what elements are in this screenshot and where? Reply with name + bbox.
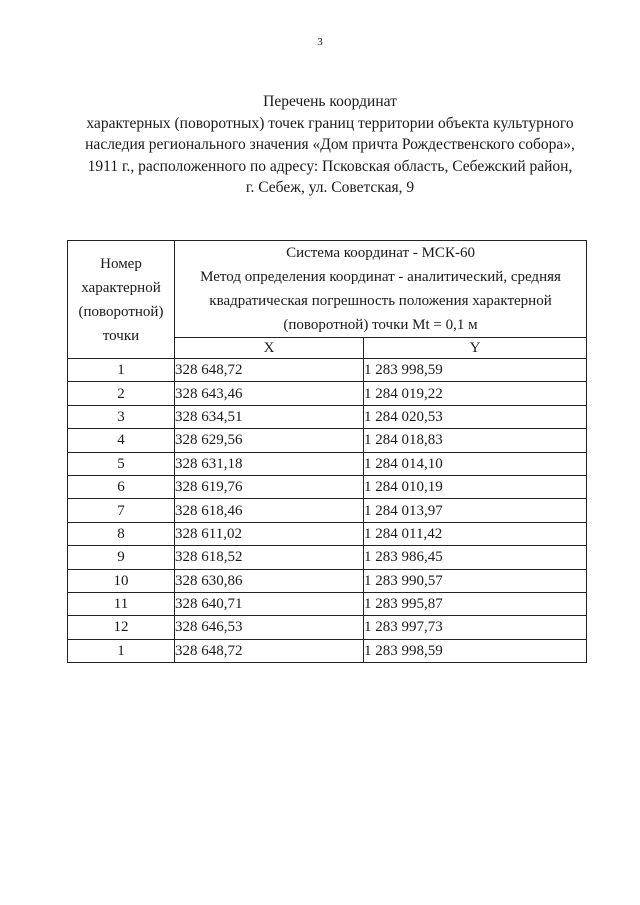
x-coordinate-cell: 328 619,76 — [175, 475, 364, 498]
point-number-cell: 11 — [68, 592, 175, 615]
y-coordinate-cell: 1 284 010,19 — [364, 475, 587, 498]
point-header-line: точки — [102, 327, 140, 344]
coordinate-system-header — [175, 241, 587, 338]
y-coordinate-cell: 1 283 990,57 — [364, 569, 587, 592]
y-coordinate-cell: 1 284 018,83 — [364, 429, 587, 452]
y-coordinate-cell: 1 283 997,73 — [364, 616, 587, 639]
coordinates-table — [67, 240, 587, 663]
point-number-cell: 12 — [68, 616, 175, 639]
system-header-line: (поворотной) точки Mt = 0,1 м — [283, 317, 478, 333]
y-column-header: Y — [364, 338, 587, 359]
table-row — [68, 382, 587, 405]
y-coordinate-cell: 1 284 014,10 — [364, 452, 587, 475]
y-coordinate-cell: 1 283 995,87 — [364, 592, 587, 615]
point-number-cell: 1 — [68, 639, 175, 662]
x-coordinate-cell: 328 648,72 — [175, 639, 364, 662]
x-column-header: X — [175, 338, 364, 359]
point-number-cell: 5 — [68, 452, 175, 475]
x-coordinate-cell: 328 611,02 — [175, 522, 364, 545]
x-coordinate-cell: 328 640,71 — [175, 592, 364, 615]
point-number-header — [68, 241, 175, 359]
point-header-line: Номер — [100, 255, 142, 272]
title-line: Перечень координат — [263, 93, 397, 110]
title-line: 1911 г., расположенного по адресу: Псковская область, Себежский район, — [87, 157, 573, 175]
x-coordinate-cell: 328 630,86 — [175, 569, 364, 592]
table-row — [68, 546, 587, 569]
system-header-line: Метод определения координат - аналитический, средняя — [200, 269, 561, 285]
system-header-line: квадратическая погрешность положения характерной — [209, 293, 552, 309]
table-row — [68, 522, 587, 545]
y-coordinate-cell: 1 283 986,45 — [364, 546, 587, 569]
y-coordinate-cell: 1 283 998,59 — [364, 359, 587, 382]
y-coordinate-cell: 1 284 011,42 — [364, 522, 587, 545]
system-header-line: Система координат - МСК-60 — [286, 245, 475, 261]
point-number-cell: 10 — [68, 569, 175, 592]
x-coordinate-cell: 328 634,51 — [175, 405, 364, 428]
point-number-cell: 4 — [68, 429, 175, 452]
table-row — [68, 616, 587, 639]
table-row — [68, 569, 587, 592]
table-row — [68, 359, 587, 382]
x-coordinate-cell: 328 618,46 — [175, 499, 364, 522]
table-row — [68, 452, 587, 475]
y-coordinate-cell: 1 284 013,97 — [364, 499, 587, 522]
table-row — [68, 475, 587, 498]
x-coordinate-cell: 328 629,56 — [175, 429, 364, 452]
y-coordinate-cell: 1 284 020,53 — [364, 405, 587, 428]
table-row — [68, 405, 587, 428]
document-title — [60, 91, 600, 199]
page-number: 3 — [317, 36, 323, 48]
point-number-cell: 9 — [68, 546, 175, 569]
point-header-line: (поворотной) — [78, 303, 164, 320]
table-row — [68, 429, 587, 452]
point-header-line: характерной — [81, 279, 161, 296]
y-coordinate-cell: 1 283 998,59 — [364, 639, 587, 662]
title-line: характерных (поворотных) точек границ территории объекта культурного — [86, 114, 574, 132]
point-number-cell: 3 — [68, 405, 175, 428]
point-number-cell: 6 — [68, 475, 175, 498]
x-coordinate-cell: 328 648,72 — [175, 359, 364, 382]
point-number-cell: 7 — [68, 499, 175, 522]
x-coordinate-cell: 328 631,18 — [175, 452, 364, 475]
x-coordinate-cell: 328 643,46 — [175, 382, 364, 405]
table-row — [68, 499, 587, 522]
table-row — [68, 639, 587, 662]
x-coordinate-cell: 328 618,52 — [175, 546, 364, 569]
title-line: г. Себеж, ул. Советская, 9 — [245, 179, 415, 196]
table-row — [68, 592, 587, 615]
x-coordinate-cell: 328 646,53 — [175, 616, 364, 639]
point-number-cell: 1 — [68, 359, 175, 382]
point-number-cell: 2 — [68, 382, 175, 405]
title-line: наследия регионального значения «Дом причта Рождественского собора», — [85, 136, 575, 153]
point-number-cell: 8 — [68, 522, 175, 545]
y-coordinate-cell: 1 284 019,22 — [364, 382, 587, 405]
